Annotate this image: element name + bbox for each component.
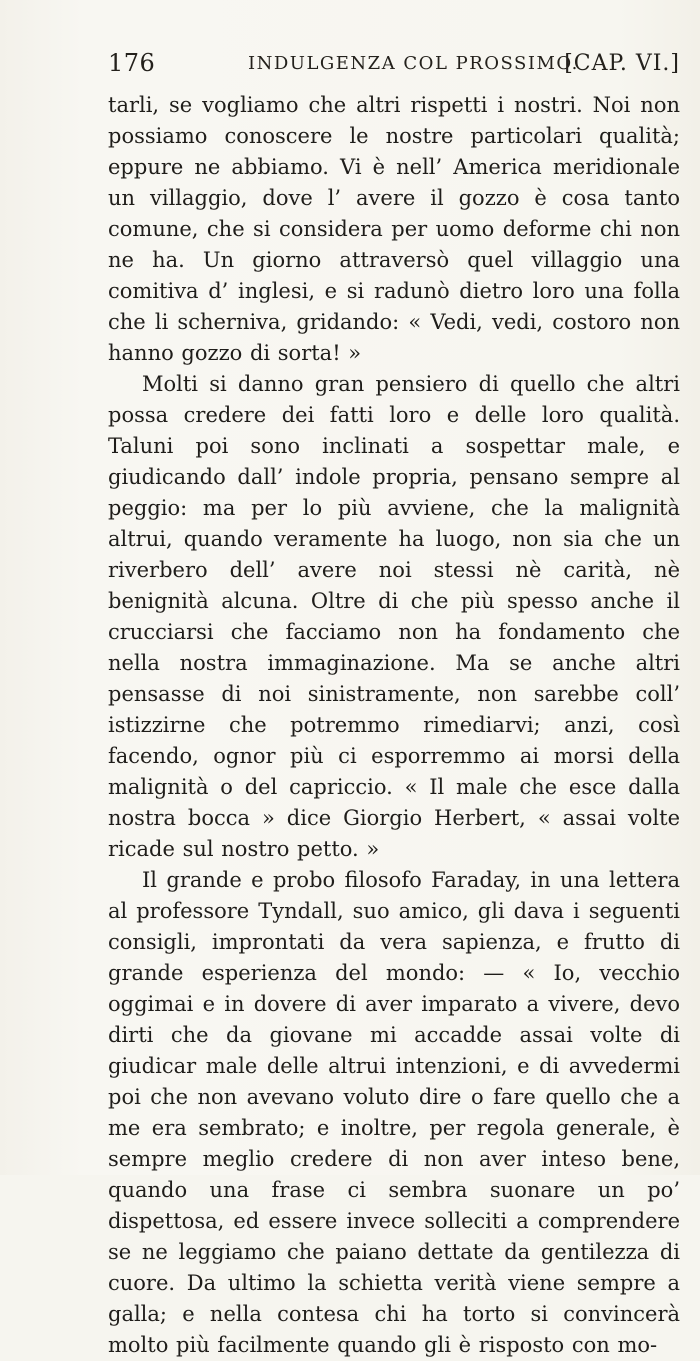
page-number: 176 [108,49,156,77]
running-title: INDULGENZA COL PROSSIMO. [248,53,579,74]
page-header [108,44,680,82]
chapter-reference: [CAP. VI.] [564,50,680,76]
paragraph-faraday: Il grande e probo filosofo Faraday, in una lettera al professore Tyndall, suo amico, gli dava i seguenti consigli, improntati da vera sapienza, e frutto di grande esperienza del mondo: — « Io, vecchio oggimai e in dovere di aver imparato a vivere, devo dirti che da giovane mi accadde assai volte di giudicar male delle altrui intenzioni, e di avvedermi poi che non avevano voluto dire o fare quello che a me era sembrato; e inoltre, per regola generale, è sempre meglio credere di non aver inteso bene, quando una frase ci sembra suonare un po’ dispettosa, ed essere invece solleciti a comprendere se ne leggiamo che paiano dettate da gentilezza di cuore. Da ultimo la schietta verità viene sempre a galla; e nella contesa chi ha torto si convincerà molto più facilmente quando gli è risposto con mo- [108,868,680,1357]
paragraph-continuation: tarli, se vogliamo che altri rispetti i nostri. Noi non possiamo conoscere le nostre particolari qualità; eppure ne abbiamo. Vi è nell’ America meridionale un villaggio, dove l’ avere il gozzo è cosa tanto comune, che si considera per uomo deforme chi non ne ha. Un giorno attraversò quel villaggio una comitiva d’ inglesi, e si radunò dietro loro una folla che li scherniva, gridando: « Vedi, vedi, costoro non hanno gozzo di sorta! » [108,93,680,365]
body-text [108,90,680,1361]
paragraph-malignity: Molti si danno gran pensiero di quello che altri possa credere dei fatti loro e delle loro qualità. Taluni poi sono inclinati a sospettar male, e giudicando dall’ indole propria, pensano sempre al peggio: ma per lo più avviene, che la malignità altrui, quando veramente ha luogo, non sia che un riverbero dell’ avere noi stessi nè carità, nè benignità alcuna. Oltre di che più spesso anche il crucciarsi che facciamo non ha fondamento che nella nostra immaginazione. Ma se anche altri pensasse di noi sinistramente, non sarebbe coll’ istizzirne che potremmo rimediarvi; anzi, così facendo, ognor più ci esporremmo ai morsi della malignità o del capriccio. « Il male che esce dalla nostra bocca » dice Giorgio Herbert, « assai volte ricade sul nostro petto. » [108,372,680,861]
